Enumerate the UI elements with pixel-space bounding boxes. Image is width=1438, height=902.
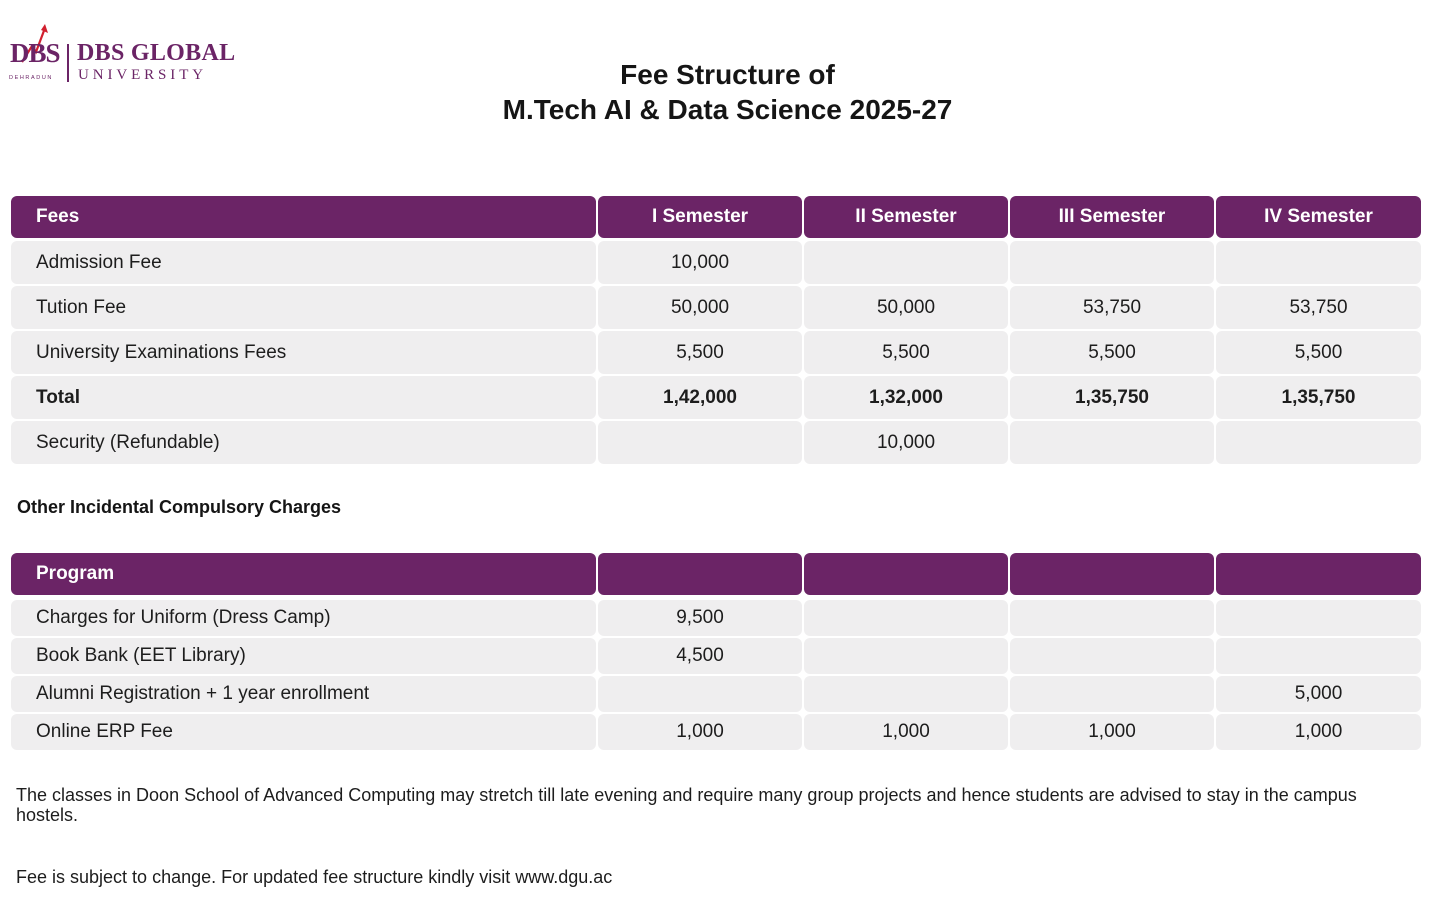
table-cell: 10,000 — [598, 241, 802, 284]
table-cell: 1,000 — [598, 714, 802, 750]
table-cell: 5,500 — [598, 331, 802, 374]
logo-name-line2: UNIVERSITY — [78, 67, 207, 83]
table-cell — [1010, 421, 1214, 464]
row-label: Alumni Registration + 1 year enrollment — [11, 676, 596, 712]
table-row — [11, 600, 1423, 636]
table-cell — [598, 421, 802, 464]
table-cell — [1010, 676, 1214, 712]
table-cell: 4,500 — [598, 638, 802, 674]
table-cell — [1216, 600, 1421, 636]
title-line2: M.Tech AI & Data Science 2025-27 — [502, 94, 953, 125]
page-title — [0, 57, 1438, 127]
table-row — [11, 421, 1423, 464]
row-label: University Examinations Fees — [11, 331, 596, 374]
header-cell: Fees — [11, 196, 596, 238]
table-cell — [598, 676, 802, 712]
header-cell: III Semester — [1010, 196, 1214, 238]
table-row — [11, 676, 1423, 712]
fee-table-header — [11, 196, 1423, 238]
table-cell: 1,000 — [1010, 714, 1214, 750]
table-row — [11, 241, 1423, 284]
logo-monogram-subtext: DEHRADUN — [9, 75, 53, 81]
table-cell: 1,35,750 — [1010, 376, 1214, 419]
table-cell: 53,750 — [1010, 286, 1214, 329]
row-label: Book Bank (EET Library) — [11, 638, 596, 674]
table-cell — [804, 600, 1008, 636]
total-row — [11, 376, 1423, 419]
table-cell: 10,000 — [804, 421, 1008, 464]
table-cell: 53,750 — [1216, 286, 1421, 329]
other-table-header — [11, 553, 1423, 595]
table-cell — [1216, 241, 1421, 284]
row-label: Security (Refundable) — [11, 421, 596, 464]
fee-change-note: Fee is subject to change. For updated fee structure kindly visit www.dgu.ac — [16, 867, 613, 887]
table-cell — [804, 241, 1008, 284]
header-cell: IV Semester — [1216, 196, 1421, 238]
header-cell — [804, 553, 1008, 595]
other-charges-table — [11, 553, 1423, 752]
table-cell: 1,000 — [1216, 714, 1421, 750]
table-row — [11, 714, 1423, 750]
header-cell: II Semester — [804, 196, 1008, 238]
table-row — [11, 638, 1423, 674]
table-cell: 9,500 — [598, 600, 802, 636]
other-charges-heading: Other Incidental Compulsory Charges — [17, 497, 342, 517]
table-cell: 1,000 — [804, 714, 1008, 750]
table-cell — [804, 676, 1008, 712]
table-cell: 1,32,000 — [804, 376, 1008, 419]
table-cell — [804, 638, 1008, 674]
table-cell — [1010, 241, 1214, 284]
row-label: Online ERP Fee — [11, 714, 596, 750]
table-cell: 5,000 — [1216, 676, 1421, 712]
table-cell — [1216, 638, 1421, 674]
header-cell — [1216, 553, 1421, 595]
logo-name-line1: DBS GLOBAL — [77, 40, 236, 66]
row-label: Tution Fee — [11, 286, 596, 329]
table-row — [11, 331, 1423, 374]
classes-note: The classes in Doon School of Advanced Computing may stretch till late evening and require many group projects and hence students are advised to stay in the campus hostels. — [16, 785, 1357, 825]
table-cell — [1010, 600, 1214, 636]
fee-table — [11, 196, 1423, 466]
table-cell: 5,500 — [1010, 331, 1214, 374]
row-label: Admission Fee — [11, 241, 596, 284]
header-cell — [1010, 553, 1214, 595]
table-cell: 50,000 — [804, 286, 1008, 329]
table-cell: 5,500 — [804, 331, 1008, 374]
table-cell: 5,500 — [1216, 331, 1421, 374]
table-cell — [1010, 638, 1214, 674]
title-line1: Fee Structure of — [620, 59, 835, 90]
logo-monogram-text: DBS — [10, 38, 60, 68]
header-cell: I Semester — [598, 196, 802, 238]
table-cell: 50,000 — [598, 286, 802, 329]
table-cell — [1216, 421, 1421, 464]
header-cell: Program — [11, 553, 596, 595]
row-label: Total — [11, 376, 596, 419]
row-label: Charges for Uniform (Dress Camp) — [11, 600, 596, 636]
table-cell: 1,35,750 — [1216, 376, 1421, 419]
table-row — [11, 286, 1423, 329]
header-cell — [598, 553, 802, 595]
table-cell: 1,42,000 — [598, 376, 802, 419]
